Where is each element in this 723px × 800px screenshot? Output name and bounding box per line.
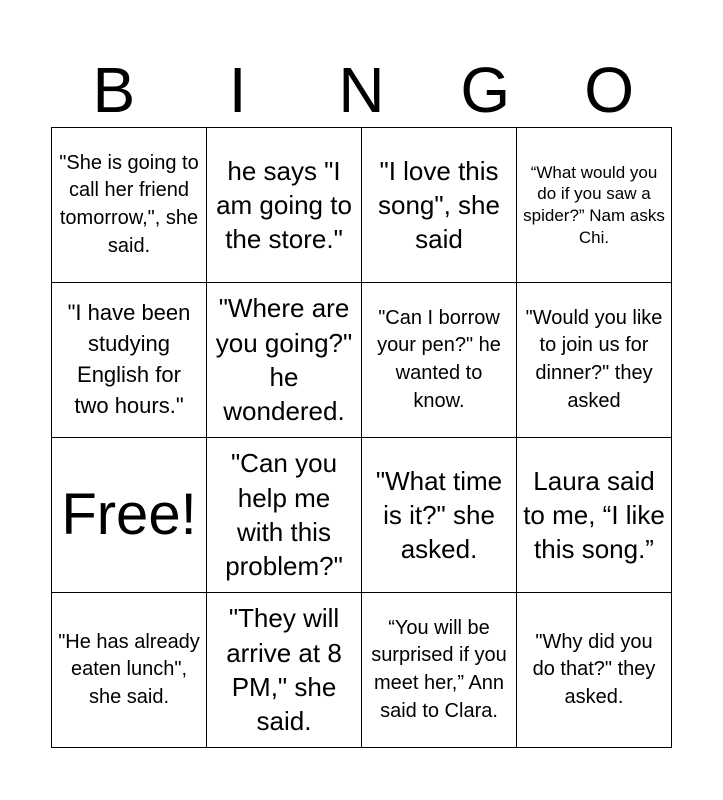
bingo-header <box>52 52 671 128</box>
header-letter-g: G <box>460 54 511 126</box>
bingo-cell[interactable]: "Can you help me with this problem?" <box>207 438 362 593</box>
bingo-cell[interactable]: "Would you like to join us for dinner?" they asked <box>517 283 672 438</box>
bingo-cell[interactable]: "Where are you going?" he wondered. <box>207 283 362 438</box>
bingo-cell[interactable]: "He has already eaten lunch", she said. <box>52 593 207 748</box>
bingo-board <box>51 127 672 748</box>
bingo-cell[interactable]: he says "I am going to the store." <box>207 128 362 283</box>
bingo-cell[interactable]: “You will be surprised if you meet her,” Ann said to Clara. <box>362 593 517 748</box>
header-letter-o: O <box>584 54 634 126</box>
bingo-cell[interactable]: "Can I borrow your pen?" he wanted to know. <box>362 283 517 438</box>
header-letter-n: N <box>338 54 385 126</box>
bingo-cell[interactable]: "What time is it?" she asked. <box>362 438 517 593</box>
header-letter-i: I <box>228 54 247 126</box>
bingo-cell[interactable]: "I have been studying English for two hours." <box>52 283 207 438</box>
bingo-cell[interactable]: “What would you do if you saw a spider?” Nam asks Chi. <box>517 128 672 283</box>
header-letter-b: B <box>92 54 136 126</box>
bingo-cell[interactable]: "She is going to call her friend tomorrow,", she said. <box>52 128 207 283</box>
bingo-cell[interactable]: "They will arrive at 8 PM," she said. <box>207 593 362 748</box>
bingo-cell[interactable]: "Why did you do that?" they asked. <box>517 593 672 748</box>
bingo-cell[interactable]: Laura said to me, “I like this song.” <box>517 438 672 593</box>
free-space[interactable]: Free! <box>52 438 207 593</box>
bingo-cell[interactable]: "I love this song", she said <box>362 128 517 283</box>
